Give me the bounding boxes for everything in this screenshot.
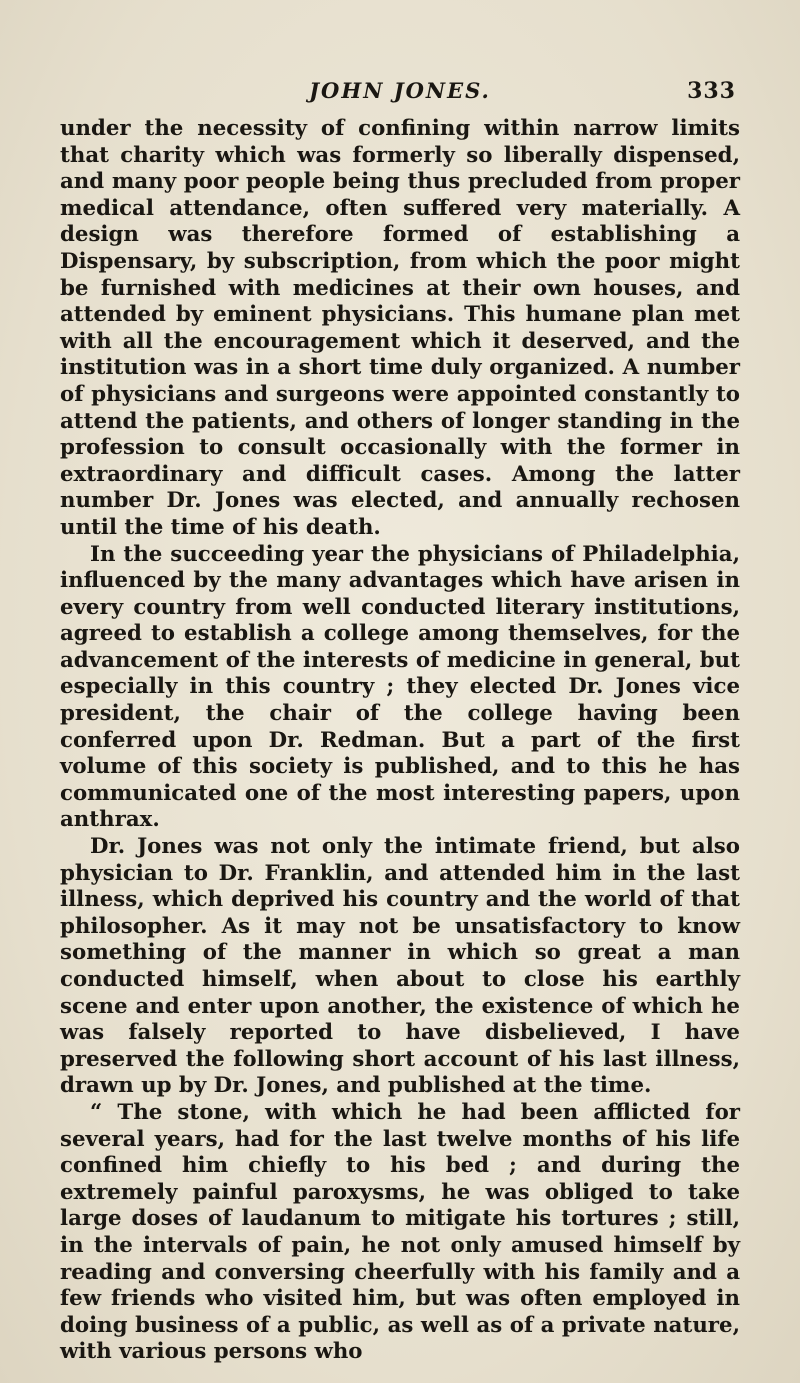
paragraph-dispensary: under the necessity of confining within narrow limits that charity which was formerly so liberally dispensed, and many poor people being thus precluded from proper medical attendance, often suffered very materially. A design was therefore formed of establishing a Dispensary, by subscription, from which the poor might be furnished with medicines at their own houses, and attended by eminent physicians. This humane plan met with all the encouragement which it deserved, and the institution was in a short time duly organized. A number of physicians and surgeons were appointed constantly to attend the patients, and others of longer standing in the profession to consult occasionally with the former in extraordinary and difficult cases. Among the latter number Dr. Jones was elected, and annually rechosen until the time of his death. [60,116,740,540]
paragraph-quotation: “ The stone, with which he had been afflicted for several years, had for the last twelve months of his life confined him chiefly to his bed ; and during the extremely painful paroxysms, he was obliged to take large doses of laudanum to mitigate his tortures ; still, in the intervals of pain, he not only amused himself by reading and conversing cheerfully with his family and a few friends who visited him, but was often employed in doing business of a public, as well as of a private nature, with various persons who [60,1099,740,1365]
paragraph-franklin: Dr. Jones was not only the intimate friend, but also physician to Dr. Franklin, and attended him in the last illness, which deprived his country and the world of that philosopher. As it may not be unsatisfactory to know something of the manner in which so great a man conducted himself, when about to close his earthly scene and enter upon another, the existence of which he was falsely reported to have disbelieved, I have preserved the following short account of his last illness, drawn up by Dr. Jones, and published at the time. [60,834,740,1099]
paragraph-college: In the succeeding year the physicians of Philadelphia, influenced by the many advantages which have arisen in every country from well conducted literary institutions, agreed to establish a college among themselves, for the advancement of the interests of medicine in general, but especially in this country ; they elected Dr. Jones vice president, the chair of the college having been conferred upon Dr. Redman. But a part of the first volume of this society is published, and to this he has communicated one of the most interesting papers, upon anthrax. [60,541,740,833]
page-number: 333 [687,78,736,104]
body-text [60,116,740,1366]
running-title: JOHN JONES. [309,78,491,103]
running-head [60,78,740,112]
